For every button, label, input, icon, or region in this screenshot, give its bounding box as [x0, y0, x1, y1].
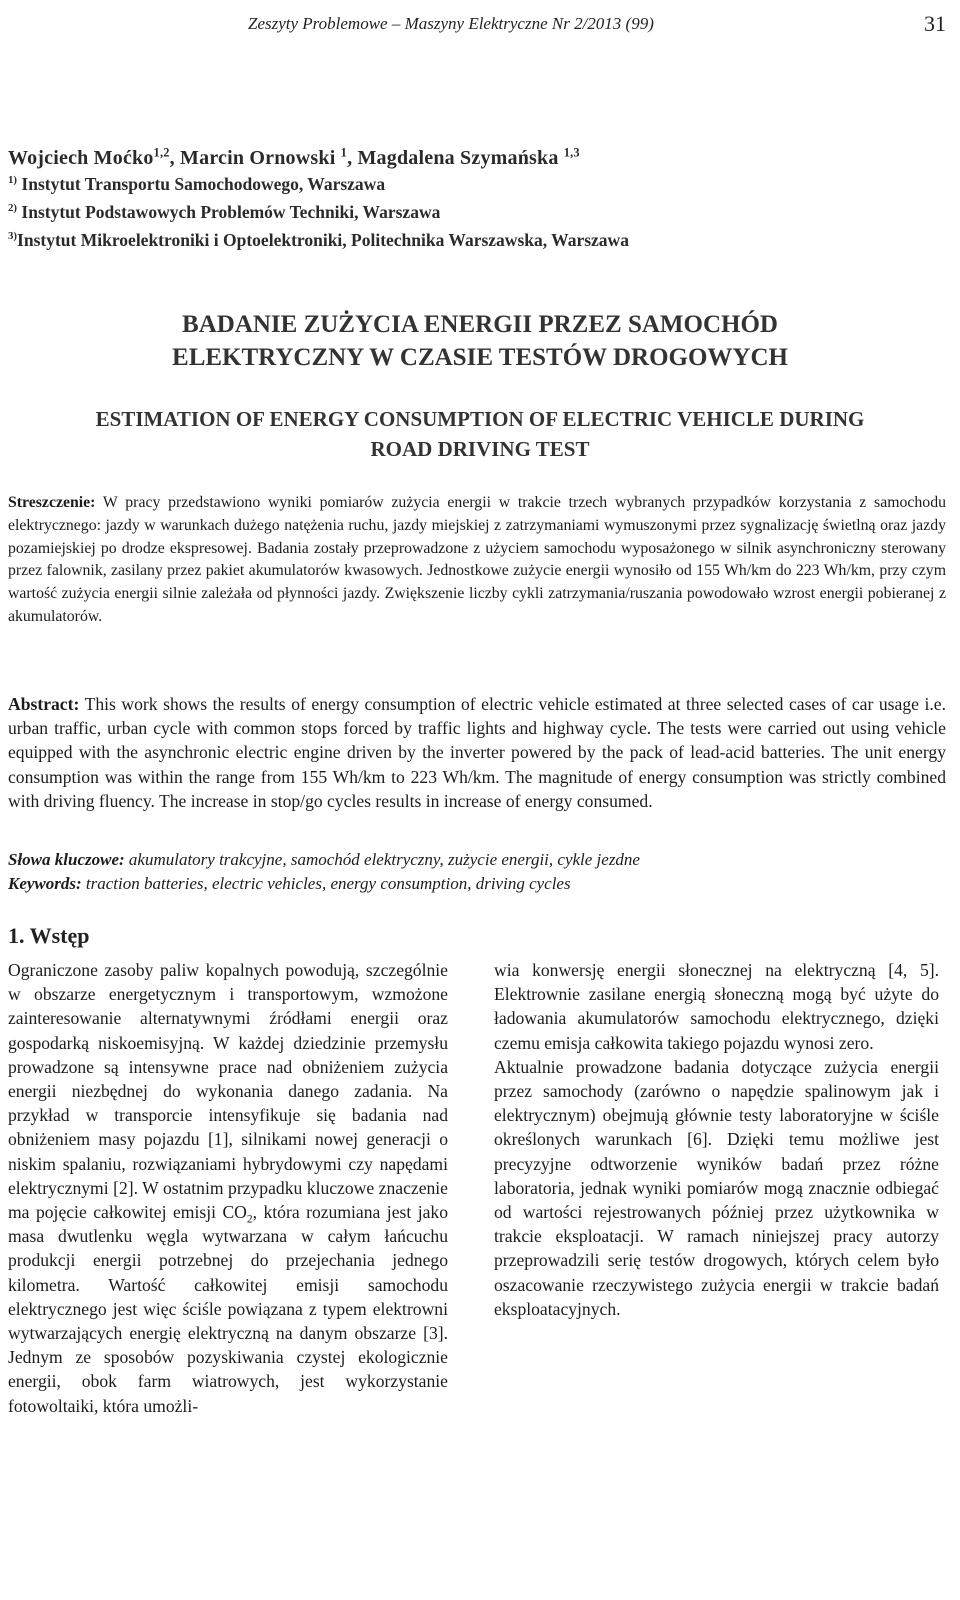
- title-polish-line: ELEKTRYCZNY W CZASIE TESTÓW DROGOWYCH: [172, 344, 788, 371]
- affiliation: [8, 198, 940, 226]
- journal-title: Zeszyty Problemowe – Maszyny Elektryczne Nr 2/2013 (99): [248, 14, 654, 33]
- body-text: Ograniczone zasoby paliw kopalnych powodują, szczególnie w obszarze energetycznym i transportowym, wzmożone zainteresowanie alternatywnymi źródłami energii oraz gospodarką niskoemisyjną. W każdej dziedzinie przemysłu prowadzone są intensywne prace nad obniżeniem zużycia energii niezbędnej do wykonania danego zadania. Na przykład w transporcie intensyfikuje się badania nad obniżeniem masy pojazdu [1], silnikami nowej generacji o niskim spalaniu, rozwiązaniami hybrydowymi czy napędami elektrycznymi [2]. W ostatnim przypadku kluczowe znaczenie ma pojęcie całkowitej emisji CO: [8, 960, 448, 1223]
- author-separator: ,: [347, 147, 358, 169]
- author-list: [8, 146, 940, 170]
- affiliation-mark: 2): [8, 202, 18, 215]
- affiliation-mark: 3): [8, 230, 18, 243]
- title-polish: [0, 308, 960, 374]
- keywords-english: [8, 872, 946, 896]
- author-name: Wojciech Moćko: [8, 147, 154, 169]
- affiliation: [8, 170, 940, 198]
- author-affiliation-mark: 1,3: [563, 145, 580, 160]
- author-separator: ,: [169, 147, 181, 169]
- keywords-polish: [8, 848, 946, 872]
- abstract-polish-label: Streszczenie:: [8, 494, 96, 511]
- keywords-english-text: traction batteries, electric vehicles, energy consumption, driving cycles: [81, 874, 571, 893]
- abstract-polish: [8, 492, 946, 629]
- abstract-english-label: Abstract:: [8, 694, 80, 714]
- body-column-left: [8, 958, 448, 1418]
- affiliation-text: Instytut Podstawowych Problemów Techniki, Warszawa: [17, 202, 441, 222]
- page-number: 31: [924, 11, 946, 36]
- title-polish-line: BADANIE ZUŻYCIA ENERGII PRZEZ SAMOCHÓD: [182, 311, 778, 338]
- title-english-line: ESTIMATION OF ENERGY CONSUMPTION OF ELECTRIC VEHICLE DURING: [95, 407, 865, 431]
- page-header: [8, 6, 946, 42]
- title-english: [0, 404, 960, 464]
- subscript: 2: [246, 1213, 253, 1226]
- body-paragraph: Aktualnie prowadzone badania dotyczące zużycia energii przez samochody (zarówno o napędzie spalinowym jak i elektrycznym) obejmują głównie testy laboratoryjne w ściśle określonych warunkach [6]. Dzięki temu możliwe jest precyzyjne odtworzenie wyników badań przez różne laboratoria, jednak wyniki pomiarów mogą znacznie odbiegać od wartości rejestrowanych później przez użytkownika w trakcie eksploatacji. W ramach niniejszej pracy autorzy przeprowadzili serię testów drogowych, których celem było oszacowanie rzeczywistego zużycia energii w trakcie badań eksploatacyjnych.: [494, 1056, 939, 1319]
- affiliation-text: Instytut Transportu Samochodowego, Warszawa: [17, 174, 386, 194]
- body-paragraph: [8, 958, 448, 1418]
- affiliation-mark: 1): [8, 174, 18, 187]
- author-affiliation-mark: 1: [340, 145, 348, 160]
- author-name: Marcin Ornowski: [180, 147, 336, 169]
- authors-block: [8, 146, 940, 254]
- keywords-polish-text: akumulatory trakcyjne, samochód elektryczny, zużycie energii, cykle jezdne: [124, 850, 640, 869]
- body-column-right: [494, 958, 939, 1321]
- keywords-english-label: Keywords:: [8, 874, 82, 893]
- abstract-english-text: This work shows the results of energy consumption of electric vehicle estimated at three selected cases of car usage i.e. urban traffic, urban cycle with common stops forced by traffic lights and highway cycle. The tests were carried out using vehicle equipped with the asynchronic electric engine driven by the inverter powered by the pack of lead-acid batteries. The unit energy consumption was within the range from 155 Wh/km to 223 Wh/km. The magnitude of energy consumption was strictly combined with driving fluency. The increase in stop/go cycles results in increase of energy consumed.: [8, 694, 946, 811]
- author-affiliation-mark: 1,2: [153, 145, 170, 160]
- keywords-block: [8, 848, 946, 896]
- keywords-polish-label: Słowa kluczowe:: [8, 850, 125, 869]
- section-title-introduction: 1. Wstęp: [8, 923, 90, 948]
- title-english-line: ROAD DRIVING TEST: [370, 437, 590, 461]
- affiliation-text: Instytut Mikroelektroniki i Optoelektroniki, Politechnika Warszawska, Warszawa: [17, 230, 629, 250]
- author-name: Magdalena Szymańska: [357, 147, 559, 169]
- abstract-polish-text: W pracy przedstawiono wyniki pomiarów zużycia energii w trakcie trzech wybranych przypadków korzystania z samochodu elektrycznego: jazdy w warunkach dużego natężenia ruchu, jazdy miejskiej z zatrzymaniami wymuszonymi przez sygnalizację świetlną oraz jazdy pozamiejskiej po drodze ekspresowej. Badania zostały przeprowadzone z użyciem samochodu wyposażonego w silnik asynchroniczny sterowany przez falownik, zasilany przez pakiet akumulatorów kwasowych. Jednostkowe zużycie energii wynosiło od 155 Wh/km do 223 Wh/km, przy czym wartość zużycia energii silnie zależała od płynności jazdy. Zwiększenie liczby cykli zatrzymania/ruszania powodowało wzrost energii pobieranej z akumulatorów.: [8, 494, 946, 625]
- body-paragraph: wia konwersję energii słonecznej na elektryczną [4, 5]. Elektrownie zasilane energią słoneczną mogą być użyte do ładowania akumulatorów samochodu elektrycznego, dzięki czemu emisja całkowita takiego pojazdu wynosi zero.: [494, 960, 939, 1053]
- abstract-english: [8, 692, 946, 813]
- body-text: , która rozumiana jest jako masa dwutlenku węgla wytwarzana w całym łańcuchu produkcji energii potrzebnej do przejechania jednego kilometra. Wartość całkowitej emisji samochodu elektrycznego jest więc ściśle powiązana z typem elektrowni wytwarzających energię elektryczną na danym obszarze [3]. Jednym ze sposobów pozyskiwania czystej ekologicznie energii, obok farm wiatrowych, jest wykorzystanie fotowoltaiki, która umożli-: [8, 1202, 448, 1416]
- affiliation: [8, 226, 940, 254]
